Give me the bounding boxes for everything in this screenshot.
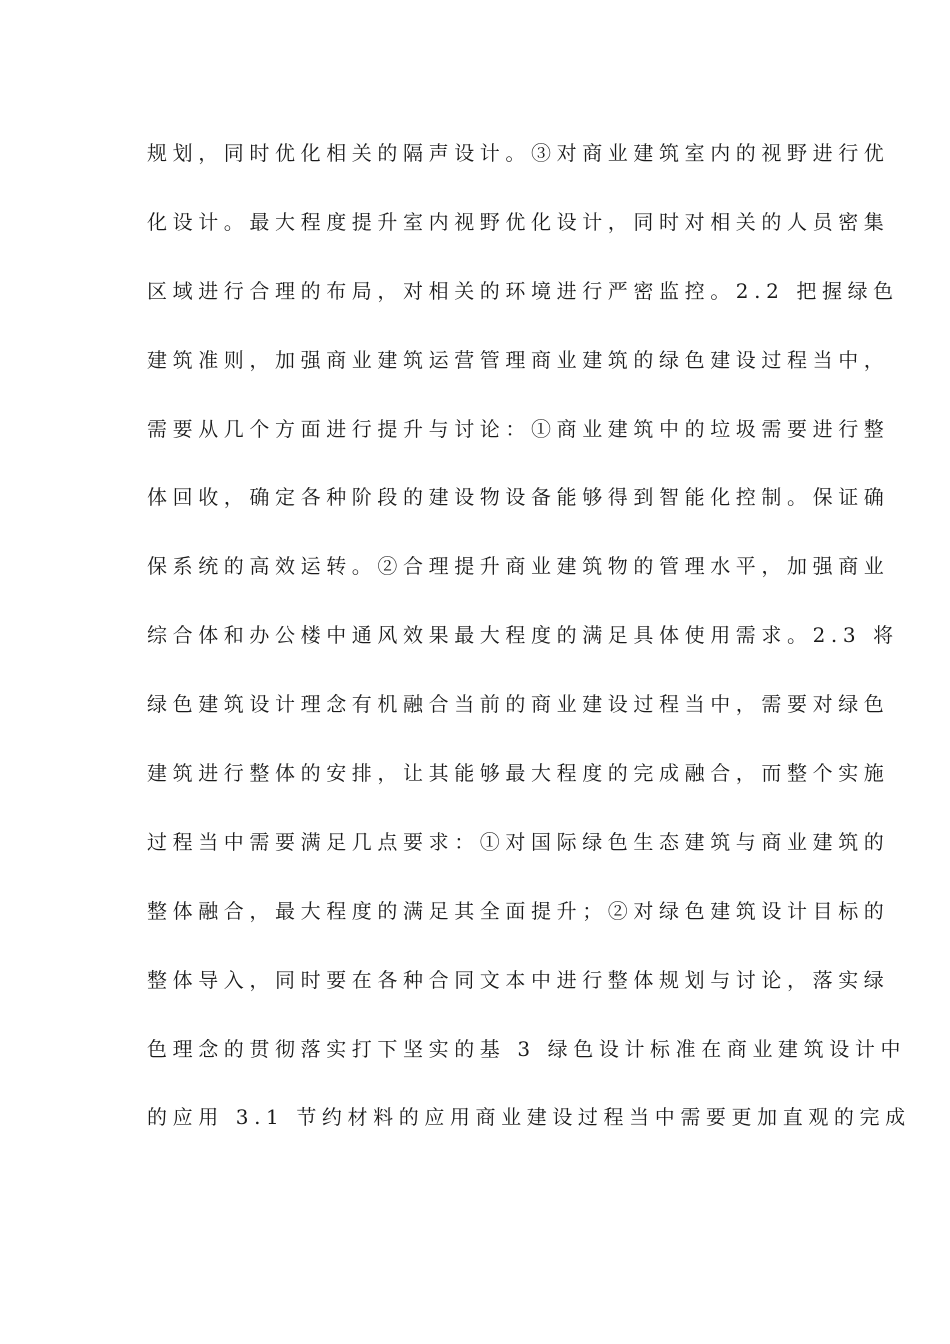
text-line-14: 色理念的贯彻落实打下坚实的基 3 绿色设计标准在商业建筑设计中 <box>147 1036 907 1061</box>
text-line-6: 体回收，确定各种阶段的建设物设备能够得到智能化控制。保证确 <box>147 485 890 510</box>
text-line-9: 绿色建筑设计理念有机融合当前的商业建设过程当中，需要对绿色 <box>147 692 890 717</box>
text-line-8: 综合体和办公楼中通风效果最大程度的满足具体使用需求。2.3 将 <box>147 623 899 648</box>
text-line-12: 整体融合，最大程度的满足其全面提升；②对绿色建筑设计目标的 <box>147 898 890 923</box>
text-line-5: 需要从几个方面进行提升与讨论：①商业建筑中的垃圾需要进行整 <box>147 416 890 441</box>
text-line-11: 过程当中需要满足几点要求：①对国际绿色生态建筑与商业建筑的 <box>147 829 890 854</box>
text-line-1: 规划，同时优化相关的隔声设计。③对商业建筑室内的视野进行优 <box>147 141 890 165</box>
text-line-10: 建筑进行整体的安排，让其能够最大程度的完成融合，而整个实施 <box>147 761 890 786</box>
text-line-4: 建筑准则，加强商业建筑运营管理商业建筑的绿色建设过程当中， <box>147 347 890 372</box>
body-text <box>147 132 911 1165</box>
text-line-7: 保系统的高效运转。②合理提升商业建筑物的管理水平，加强商业 <box>147 554 890 579</box>
text-line-2: 化设计。最大程度提升室内视野优化设计，同时对相关的人员密集 <box>147 209 890 234</box>
text-line-15: 的应用 3.1 节约材料的应用商业建设过程当中需要更加直观的完成 <box>147 1105 911 1130</box>
text-line-13: 整体导入，同时要在各种合同文本中进行整体规划与讨论，落实绿 <box>147 967 890 992</box>
text-line-3: 区域进行合理的布局，对相关的环境进行严密监控。2.2 把握绿色 <box>147 278 899 303</box>
